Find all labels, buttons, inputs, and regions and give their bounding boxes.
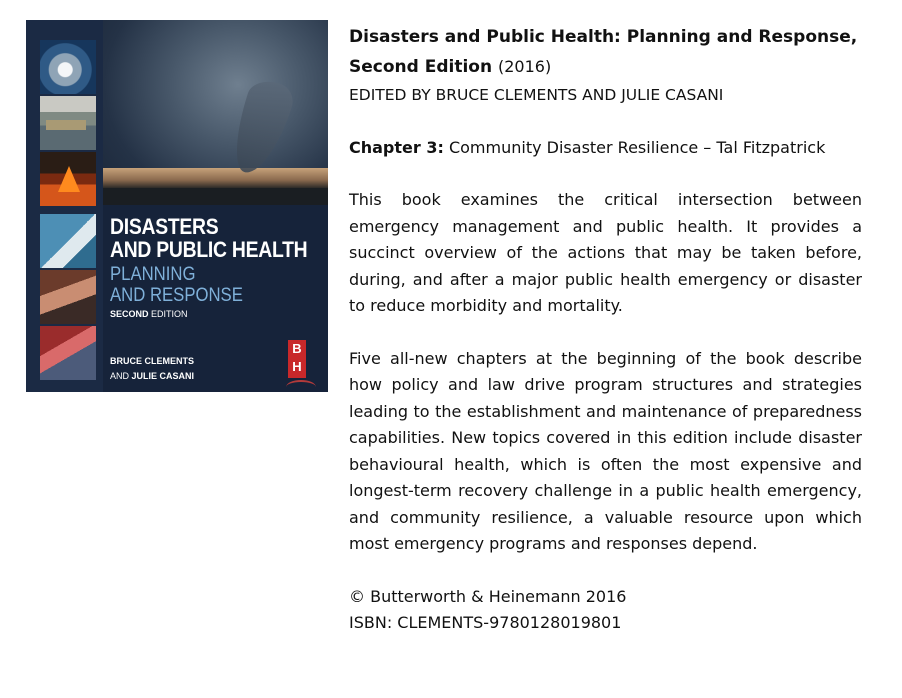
publisher-logo: B H xyxy=(288,340,306,378)
cover-photo-strip xyxy=(26,20,103,392)
copyright-line: © Butterworth & Heinemann 2016 xyxy=(349,586,627,606)
description-paragraph-1: This book examines the critical intersection between emergency management and public health. It provides a succinct overview of the actions that may be taken before, during, and after a major public health emergency or disaster to reduce morbidity and mortality. xyxy=(349,190,862,315)
book-title: Disasters and Public Health: Planning and Response, Second Edition (2016) xyxy=(349,27,858,77)
cover-authors: BRUCE CLEMENTS AND JULIE CASANI xyxy=(110,356,195,381)
book-info xyxy=(349,22,862,636)
book-editors: EDITED BY BRUCE CLEMENTS AND JULIE CASANI xyxy=(349,86,724,104)
publication-footer xyxy=(349,584,862,636)
patient-care-photo xyxy=(40,326,96,380)
road-graphic xyxy=(286,380,316,392)
chapter-label: Chapter 3: xyxy=(349,138,444,157)
responder-photo xyxy=(40,214,96,268)
tornado-sky-photo xyxy=(103,20,328,205)
volcano-photo xyxy=(40,152,96,206)
cover-title: DISASTERS AND PUBLIC HEALTH xyxy=(110,214,308,262)
chapter-title: Community Disaster Resilience – Tal Fitzpatrick xyxy=(448,138,826,157)
isbn-line: ISBN: CLEMENTS-9780128019801 xyxy=(349,612,622,632)
cover-subtitle: PLANNING AND RESPONSE xyxy=(110,264,243,306)
book-cover-image xyxy=(26,20,328,392)
flood-photo xyxy=(40,96,96,150)
aid-worker-photo xyxy=(40,270,96,324)
hurricane-photo xyxy=(40,40,96,94)
book-year: (2016) xyxy=(498,57,552,76)
cover-edition: SECOND EDITION xyxy=(110,309,188,319)
chapter-line xyxy=(349,135,862,161)
description-paragraph-2: Five all-new chapters at the beginning of the book describe how policy and law drive program structures and strategies leading to the establishment and maintenance of preparedness capabilities. New topics covered in this edition include disaster behavioural health, which is often the most expensive and longest-term recovery challenge in a public health emergency, and community resilience, a valuable resource upon which most emergency programs and responses depend. xyxy=(349,348,862,553)
